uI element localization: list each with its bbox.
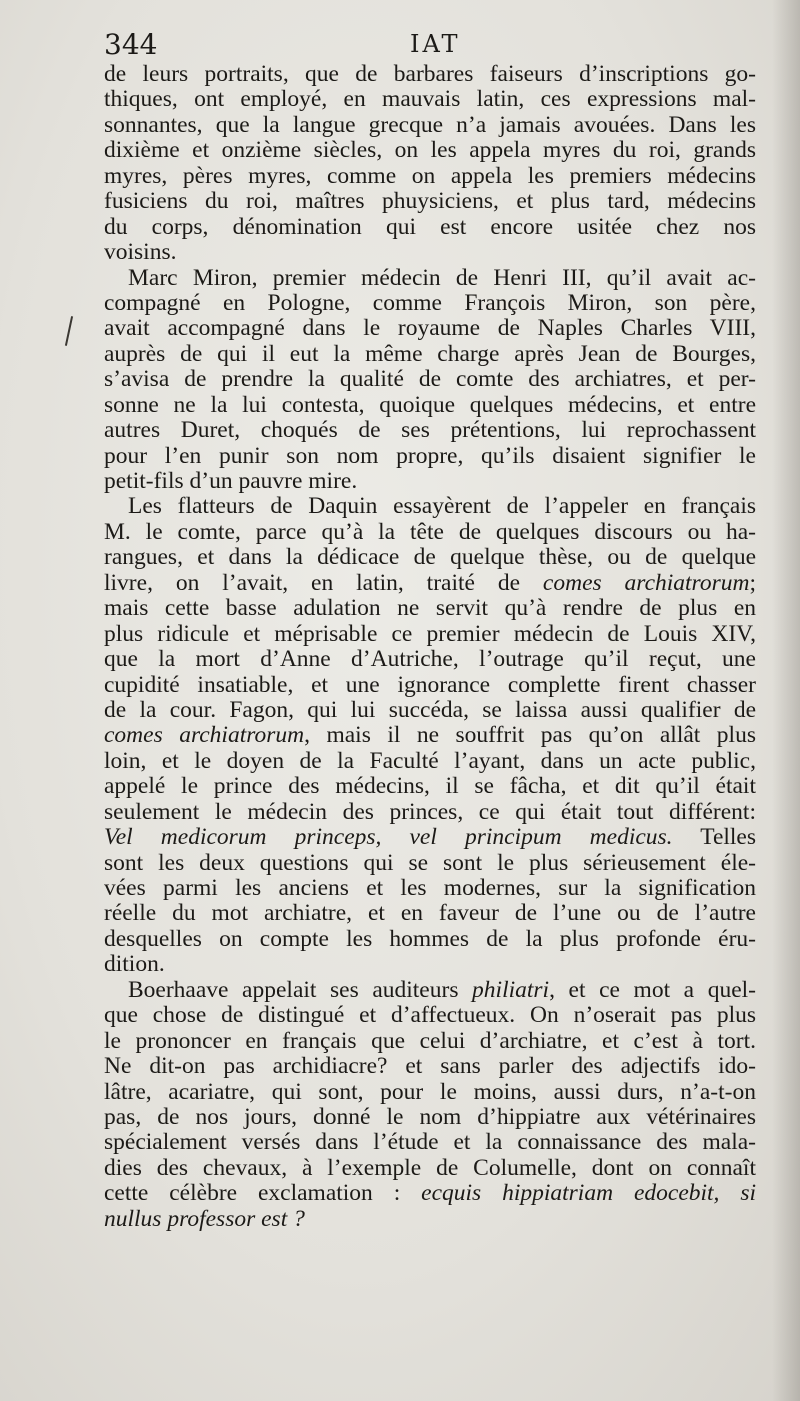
text-line [104,189,756,214]
text-roman: Les flatteurs de Daquin essayèrent de l’appeler en français [128,494,756,520]
text-roman: Ne dit-on pas archidiacre? et sans parler des adjectifs ido- [104,1054,756,1080]
text-line [104,342,756,367]
text-line [104,469,756,494]
text-line [104,774,756,799]
text-roman: seulement le médecin des princes, ce qui était tout différent: [104,799,756,825]
text-italic: comes archiatrorum [104,723,305,749]
page-number: 344 [104,28,158,61]
text-roman: Telles [672,825,756,851]
text-roman: vées parmi les anciens et les modernes, sur la signification [104,876,756,901]
text-line [104,978,756,1003]
text-italic: nullus professor est ? [104,1206,305,1232]
text-line [104,800,756,825]
text-line [104,494,756,519]
text-line [104,266,756,291]
text-roman: M. le comte, parce qu’à la tête de quelques discours ou ha- [104,519,756,545]
text-line [104,1003,756,1028]
text-line [104,164,756,189]
text-line [104,1156,756,1181]
text-roman: de leurs portraits, que de barbares faiseurs d’inscriptions go- [104,62,756,87]
text-roman: dition. [104,952,165,978]
text-roman: que chose de distingué et d’affectueux. On n’oserait pas plus [104,1003,756,1029]
text-line [104,1105,756,1130]
text-roman: Marc Miron, premier médecin de Henri III, qu’il avait ac- [128,265,756,291]
text-line [104,418,756,443]
text-line [104,1054,756,1079]
text-line [104,291,756,316]
text-line [104,113,756,138]
text-roman: pas, de nos jours, donné le nom d’hippiatre aux vétérinaires [104,1104,756,1130]
text-line [104,62,756,87]
text-roman: mais cette basse adulation ne servit qu’à rendre de plus en [104,596,756,622]
text-roman: dies des chevaux, à l’exemple de Columelle, dont on connaît [104,1155,756,1181]
margin-pencil-mark [65,316,73,346]
text-line [104,393,756,418]
text-roman: sont les deux questions qui se sont le plus sérieusement éle- [104,850,756,876]
text-roman: sonnantes, que la langue grecque n’a jamais avouées. Dans les [104,112,756,138]
text-roman: livre, on l’avait, en latin, traité de [104,570,543,596]
text-line [104,1181,756,1206]
text-line [104,240,756,265]
text-line [104,723,756,748]
text-line [104,138,756,163]
text-line [104,1130,756,1155]
text-italic: comes archiatrorum [542,570,750,596]
text-roman: fusiciens du roi, maîtres phuysiciens, et plus tard, médecins [104,189,756,215]
text-roman: compagné en Pologne, comme François Miron, son père, [104,290,756,316]
text-roman: cette célèbre exclamation : [104,1181,422,1207]
text-roman: réelle du mot archiatre, et en faveur de l’une ou de l’autre [104,901,756,927]
text-line [104,901,756,926]
text-roman: s’avisa de prendre la qualité de comte des archiatres, et per- [104,367,756,393]
text-line [104,647,756,672]
text-line [104,952,756,977]
text-line [104,596,756,621]
text-roman: plus ridicule et méprisable ce premier médecin de Louis XIV, [104,621,756,647]
text-roman: voisins. [104,240,177,266]
page-edge-shadow [772,0,800,1401]
text-roman: que la mort d’Anne d’Autriche, l’outrage qu’il reçut, une [104,647,756,673]
text-roman: de la cour. Fagon, qui lui succéda, se laissa aussi qualifier de [104,697,756,723]
text-roman: ; [749,570,756,596]
text-line [104,1029,756,1054]
text-line [104,1207,756,1232]
page-header [104,28,754,64]
text-italic: philiatri [472,977,550,1003]
text-roman: petit-fils d’un pauvre mire. [104,469,358,494]
text-roman: rangues, et dans la dédicace de quelque thèse, ou de quelque [104,545,756,571]
text-roman: sonne ne la lui contesta, quoique quelques médecins, et entre [104,392,756,418]
text-line [104,825,756,850]
text-roman: le prononcer en français que celui d’archiatre, et c’est à tort. [104,1028,756,1054]
text-roman: lâtre, acariatre, qui sont, pour le moins, aussi durs, n’a-t-on [104,1079,756,1105]
text-line [104,545,756,570]
text-line [104,876,756,901]
text-roman: appelé le prince des médecins, il se fâcha, et dit qu’il était [104,774,756,800]
body-text [104,62,756,1232]
text-roman: autres Duret, choqués de ses prétentions, lui reprochassent [104,418,756,444]
text-roman: desquelles on compte les hommes de la plus profonde éru- [104,926,756,952]
text-line [104,698,756,723]
text-roman: auprès de qui il eut la même charge après Jean de Bourges, [104,341,756,367]
text-line [104,1080,756,1105]
text-roman: du corps, dénomination qui est encore usitée chez nos [104,214,756,240]
text-roman: loin, et le doyen de la Faculté l’ayant, dans un acte public, [104,748,756,774]
text-roman: myres, pères myres, comme on appela les premiers médecins [104,163,756,189]
text-roman: pour l’en punir son nom propre, qu’ils disaient signifier le [104,443,756,469]
text-roman: dixième et onzième siècles, on les appela myres du roi, grands [104,138,756,164]
text-line [104,851,756,876]
text-roman: , et ce mot a quel- [549,977,756,1003]
text-line [104,215,756,240]
text-roman: spécialement versés dans l’étude et la connaissance des mala- [104,1130,756,1156]
text-line [104,571,756,596]
text-roman: avait accompagné dans le royaume de Naples Charles VIII, [104,316,756,342]
text-line [104,87,756,112]
running-head: IAT [410,30,461,58]
text-roman: thiques, ont employé, en mauvais latin, ces expressions mal- [104,87,756,113]
text-roman: cupidité insatiable, et une ignorance complette firent chasser [104,672,756,698]
text-line [104,749,756,774]
text-roman: Boerhaave appelait ses auditeurs [128,977,473,1003]
text-line [104,316,756,341]
text-roman: , mais il ne souffrit pas qu’on allât plus [304,723,756,749]
text-line [104,927,756,952]
text-line [104,367,756,392]
text-line [104,444,756,469]
text-line [104,520,756,545]
text-line [104,673,756,698]
text-line [104,622,756,647]
text-italic: Vel medicorum princeps, vel principum medicus. [104,825,673,851]
text-italic: ecquis hippiatriam edocebit, si [421,1181,756,1207]
